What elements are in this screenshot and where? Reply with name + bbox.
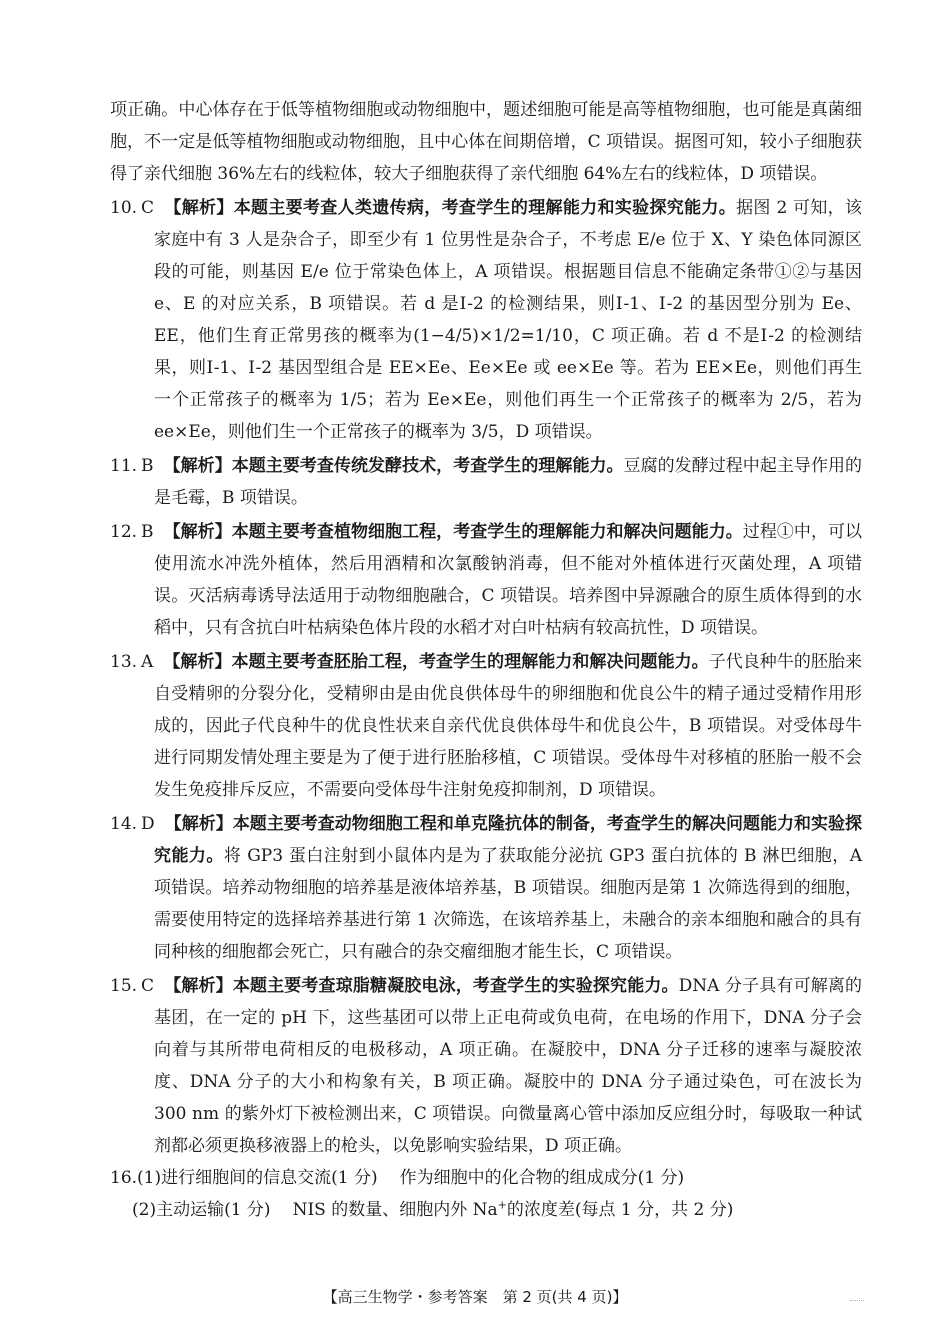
q16-part2-a: (2)主动运输(1 分)	[132, 1200, 271, 1220]
answer-list	[110, 192, 862, 1226]
answer-item-12	[110, 516, 862, 644]
answer-letter: B	[141, 456, 154, 476]
analysis-body: 将 GP3 蛋白注射到小鼠体内是为了获取能分泌抗 GP3 蛋白抗体的 B 淋巴细胞，A 项错误。培养动物细胞的培养基是液体培养基，B 项错误。细胞丙是第 1 次筛选得到的细胞，需要使用特定的选择培养基进行第 1 次筛选，在该培养基上，未融合的亲本细胞和融合的具有同种核的细胞都会死亡，只有融合的杂交瘤细胞才能生长，C 项错误。	[154, 846, 862, 962]
answer-letter: C	[141, 198, 155, 218]
q16-line-2	[110, 1194, 862, 1226]
analysis-tag: 【解析】	[163, 652, 232, 672]
question-number: 16.	[110, 1168, 138, 1188]
analysis-tag: 【解析】	[164, 198, 234, 218]
q16-part2-b: NIS 的数量、细胞内外 Na	[292, 1200, 498, 1220]
answer-item-14	[110, 808, 862, 968]
analysis-body: 子代良种牛的胚胎来自受精卵的分裂分化，受精卵由是由优良供体母牛的卵细胞和优良公牛的精子通过受精作用形成的，因此子代良种牛的优良性状来自亲代优良供体母牛和优良公牛，B 项错误。对受体母牛进行同期发情处理主要是为了便于进行胚胎移植，C 项错误。受体母牛对移植的胚胎一般不会发生免疫排斥反应，不需要向受体母牛注射免疫抑制剂，D 项错误。	[154, 652, 863, 800]
question-number: 12.	[110, 522, 138, 542]
answer-letter: D	[141, 814, 155, 834]
answer-letter: B	[141, 522, 154, 542]
answer-letter: C	[141, 976, 155, 996]
question-number: 14.	[110, 814, 138, 834]
question-number: 10.	[110, 198, 138, 218]
q16-line-1	[110, 1162, 862, 1194]
page-footer: 【高三生物学・参考答案 第 2 页(共 4 页)】	[322, 1288, 628, 1306]
analysis-lead: 本题主要考查传统发酵技术，考查学生的理解能力。	[231, 456, 624, 476]
analysis-body: DNA 分子具有可解离的基团，在一定的 pH 下，这些基团可以带上正电荷或负电荷，在电场的作用下，DNA 分子会向着与其所带电荷相反的电极移动，A 项正确。在凝胶中，DNA 分子迁移的速率与凝胶浓度、DNA 分子的大小和构象有关，B 项正确。凝胶中的 DNA 分子通过染色，可在波长为 300 nm 的紫外灯下被检测出来，C 项错误。向微量离心管中添加反应组分时，每吸取一种试剂都必须更换移液器上的枪头，以免影响实验结果，D 项正确。	[154, 976, 863, 1156]
question-number: 13.	[110, 652, 138, 672]
analysis-tag: 【解析】	[163, 522, 232, 542]
answer-item-13	[110, 646, 862, 806]
answer-item-10	[110, 192, 862, 448]
analysis-lead: 本题主要考查琼脂糖凝胶电泳，考查学生的实验探究能力。	[232, 976, 679, 996]
question-number: 11.	[110, 456, 138, 476]
analysis-tag: 【解析】	[164, 814, 233, 834]
analysis-lead: 本题主要考查人类遗传病，考查学生的理解能力和实验探究能力。	[233, 198, 737, 218]
q16-part2-sup: +	[497, 1198, 507, 1212]
analysis-lead: 本题主要考查植物细胞工程，考查学生的理解能力和解决问题能力。	[231, 522, 743, 542]
q16-part2-c: 的浓度差(每点 1 分，共 2 分)	[506, 1200, 734, 1220]
analysis-tag: 【解析】	[164, 976, 233, 996]
analysis-body: 豆腐的发酵过程中起主导作用的是毛霉，B 项错误。	[154, 456, 863, 508]
analysis-tag: 【解析】	[163, 456, 232, 476]
answer-item-11	[110, 450, 862, 514]
analysis-lead: 本题主要考查动物细胞工程和单克隆抗体的制备，考查学生的解决问题能力和实验探究能力。	[154, 814, 863, 866]
analysis-body: 过程①中，可以使用流水冲洗外植体，然后用酒精和次氯酸钠消毒，但不能对外植体进行灭菌处理，A 项错误。灭活病毒诱导法适用于动物细胞融合，C 项错误。培养图中异源融合的原生质体得到的水稻中，只有含抗白叶枯病染色体片段的水稻才对白叶枯病有较高抗性，D 项错误。	[154, 522, 863, 638]
q16-part1-a: (1)进行细胞间的信息交流(1 分)	[137, 1168, 378, 1188]
continued-paragraph: 项正确。中心体存在于低等植物细胞或动物细胞中，题述细胞可能是高等植物细胞，也可能是真菌细胞，不一定是低等植物细胞或动物细胞，且中心体在间期倍增，C 项错误。据图可知，较小子细胞获得了亲代细胞 36%左右的线粒体，较大子细胞获得了亲代细胞 64%左右的线粒体，D 项错误。	[110, 100, 862, 184]
answer-item-16	[110, 1162, 862, 1226]
q16-part1-b: 作为细胞中的化合物的组成成分(1 分)	[399, 1168, 685, 1188]
question-number: 15.	[110, 976, 138, 996]
page-content	[110, 94, 862, 1226]
analysis-lead: 本题主要考查胚胎工程，考查学生的理解能力和解决问题能力。	[231, 652, 709, 672]
analysis-body: 据图 2 可知，该家庭中有 3 人是杂合子，即至少有 1 位男性是杂合子，不考虑 E/e 位于 X、Y 染色体同源区段的可能，则基因 E/e 位于常染色体上，A 项错误。根据题目信息不能确定条带①②与基因 e、E 的对应关系，B 项错误。若 d 是Ⅰ-2 的检测结果，则Ⅰ-1、Ⅰ-2 的基因型分别为 Ee、EE，他们生育正常男孩的概率为(1−4/5)×1/2=1/10，C 项正确。若 d 不是Ⅰ-2 的检测结果，则Ⅰ-1、Ⅰ-2 基因型组合是 EE×Ee、Ee×Ee 或 ee×Ee 等。若为 EE×Ee，则他们再生一个正常孩子的概率为 1/5；若为 Ee×Ee，则他们再生一个正常孩子的概率为 2/5，若为 ee×Ee，则他们生一个正常孩子的概率为 3/5，D 项错误。	[154, 198, 863, 442]
answer-letter: A	[141, 652, 154, 672]
answer-item-15	[110, 970, 862, 1162]
corner-mark	[850, 1300, 864, 1302]
